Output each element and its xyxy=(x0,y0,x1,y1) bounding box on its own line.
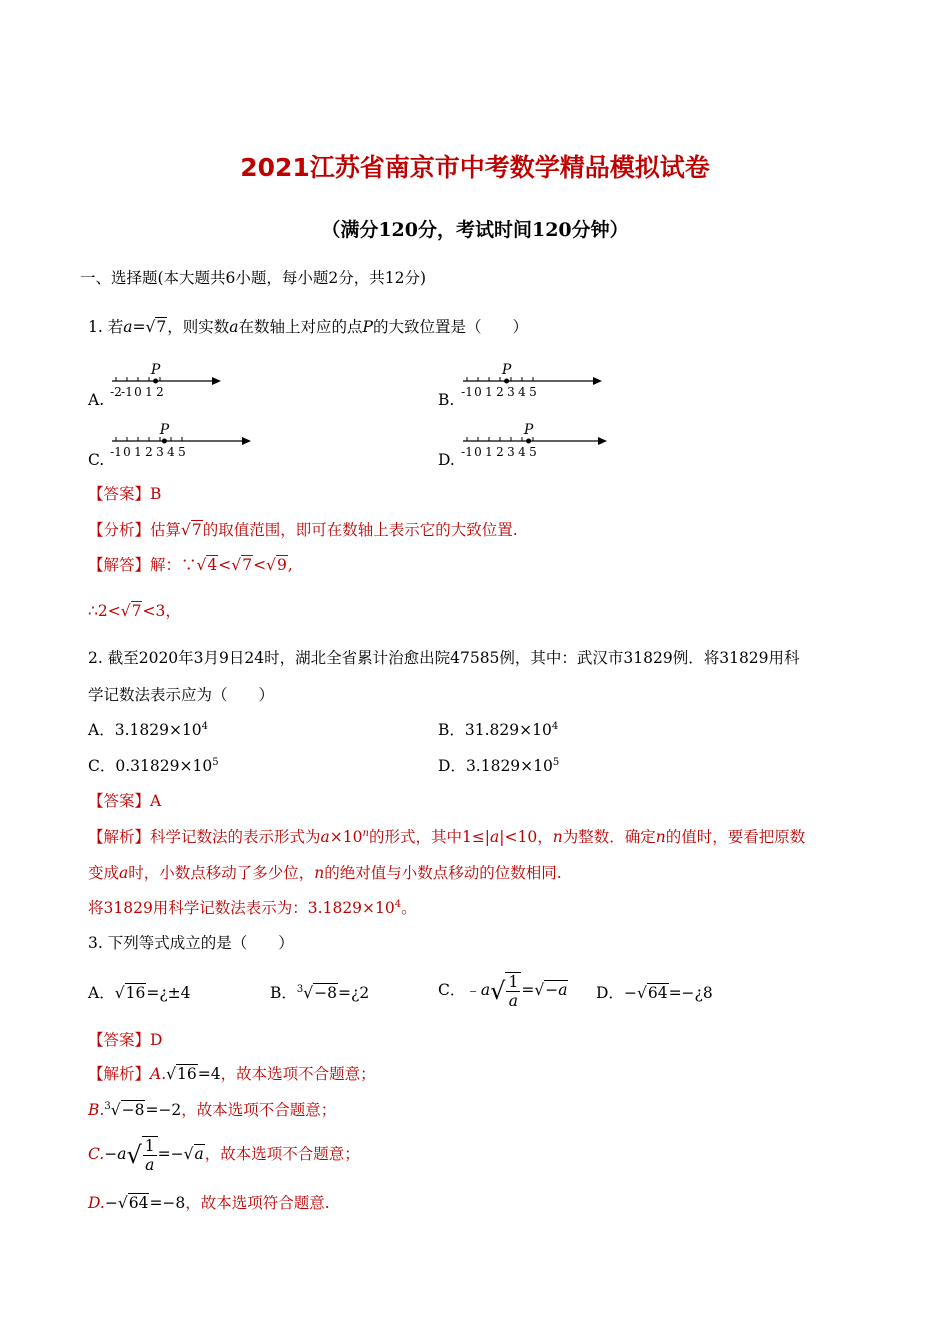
analysis-label: B. xyxy=(88,1101,105,1119)
number-line-d xyxy=(463,420,608,462)
tick-label: 2 xyxy=(496,445,504,459)
radicand: 9 xyxy=(276,556,287,574)
answer-value: A xyxy=(150,792,162,810)
analysis-text: 的值时，要看把原数 xyxy=(665,828,806,846)
variable-a: a xyxy=(229,318,239,336)
tick-label: 1 xyxy=(134,445,142,459)
q2-option-a xyxy=(88,720,208,740)
analysis-tag: 【解析】 xyxy=(88,1065,151,1083)
analysis-tag: 【解析】 xyxy=(88,828,151,846)
tick-label: 3 xyxy=(156,445,164,459)
radicand: a xyxy=(194,1145,204,1163)
question-2-stem-line-1: 2. 截至2020年3月9日24时，湖北全省累计治愈出院47585例，其中：武汉市31829例．将31829用科 xyxy=(88,649,800,667)
tick-label: 4 xyxy=(518,385,526,399)
arrow-head xyxy=(212,377,221,385)
tick-label: 2 xyxy=(156,385,164,399)
equals-sign: = xyxy=(132,318,146,336)
result: =−8 xyxy=(149,1194,186,1212)
analysis-text: 。 xyxy=(401,899,417,917)
variable: a xyxy=(480,981,491,999)
tick-label: -1 xyxy=(461,385,473,399)
option-label: B． xyxy=(270,984,297,1002)
analysis-text: 时，小数点移动了多少位， xyxy=(128,864,315,882)
radicand: 4 xyxy=(207,556,218,574)
sqrt-expression: √16 xyxy=(114,984,146,1002)
option-label: D． xyxy=(596,984,624,1002)
sqrt-expression: √−8 xyxy=(303,984,338,1002)
radicand: 16 xyxy=(125,984,146,1002)
exam-info: （满分120分，考试时间120分钟） xyxy=(321,219,629,241)
denominator: a xyxy=(508,992,518,1010)
q3-option-d xyxy=(596,983,713,1003)
stem-text: 若 xyxy=(107,318,124,336)
radicand: 64 xyxy=(647,984,668,1002)
variable: a xyxy=(117,1145,127,1163)
q2-option-c xyxy=(88,756,219,776)
variable: a xyxy=(119,864,129,882)
option-value: 31.829×10 xyxy=(464,721,552,739)
question-3-stem: 3. 下列等式成立的是（ ） xyxy=(88,934,294,952)
analysis-text: ，故本选项不合题意； xyxy=(181,1101,337,1119)
analysis-text: 变成 xyxy=(88,864,120,882)
option-label: D． xyxy=(438,757,466,775)
sqrt-expression: √16 xyxy=(166,1065,197,1083)
option-value: 3.1829×10 xyxy=(465,757,553,775)
option-label: A． xyxy=(88,721,115,739)
answer-tag: 【答案】 xyxy=(88,792,151,810)
result: =−2 xyxy=(145,1101,182,1119)
analysis-text: ，故本选项不合题意； xyxy=(220,1065,376,1083)
sqrt-expression: √−8 xyxy=(110,1101,145,1119)
q3-answer-line xyxy=(88,1030,162,1050)
option-text: =¿2 xyxy=(338,984,370,1002)
analysis-label: D. xyxy=(88,1194,105,1212)
tick-label: 1 xyxy=(485,445,493,459)
tick-label: 2 xyxy=(496,385,504,399)
stem-text: 在数轴上对应的点 xyxy=(238,318,363,336)
tick-label: -1 xyxy=(121,385,133,399)
arrow-head xyxy=(242,437,251,445)
radicand: 16 xyxy=(177,1065,197,1083)
answer-value: B xyxy=(150,485,162,503)
less-than: < xyxy=(253,556,267,574)
option-b-label: B. xyxy=(438,391,455,409)
tick-label: 0 xyxy=(123,445,131,459)
minus-sign: − xyxy=(104,1145,118,1163)
tick-label: 3 xyxy=(507,445,515,459)
exponent: 5 xyxy=(552,756,560,768)
sqrt-expression: √7 xyxy=(231,556,253,574)
analysis-line xyxy=(88,520,518,540)
number-line-b xyxy=(463,360,603,402)
point-label: P xyxy=(150,362,161,378)
question-1-stem xyxy=(88,317,528,337)
analysis-text: |<10， xyxy=(499,828,553,846)
q3-analysis-a xyxy=(88,1064,376,1084)
analysis-text: 的形式，其中1≤| xyxy=(368,828,491,846)
radicand: 7 xyxy=(242,556,253,574)
solution-conclusion xyxy=(88,601,181,621)
answer-tag: 【答案】 xyxy=(88,485,151,503)
tick-label: 3 xyxy=(507,385,515,399)
analysis-text: 将31829用科学记数法表示为：3.1829×10 xyxy=(88,899,395,917)
tick-label: 0 xyxy=(474,385,482,399)
minus-sign: − xyxy=(104,1194,118,1212)
sqrt-expression: √7 xyxy=(181,521,202,539)
radicand: −a xyxy=(545,981,568,999)
option-value: 0.31829×10 xyxy=(115,757,213,775)
radicand: −8 xyxy=(121,1101,145,1119)
stem-text: ，则实数 xyxy=(167,318,230,336)
option-c-label: C. xyxy=(88,451,105,469)
analysis-text: ，故本选项符合题意. xyxy=(185,1194,330,1212)
radicand: 7 xyxy=(191,521,202,539)
solution-tag: 【解答】 xyxy=(88,556,151,574)
q2-analysis-line-3 xyxy=(88,898,417,918)
section-heading: 一、选择题(本大题共6小题，每小题2分，共12分) xyxy=(80,269,427,287)
numerator: 1 xyxy=(144,1137,155,1155)
tick-label: 5 xyxy=(178,445,186,459)
tick-label: 4 xyxy=(167,445,175,459)
option-text: − xyxy=(623,984,637,1002)
variable-p: P xyxy=(362,318,373,336)
analysis-label: A. xyxy=(150,1065,167,1083)
q2-option-d xyxy=(438,756,559,776)
fraction xyxy=(505,972,521,1010)
page-title: 2021江苏省南京市中考数学精品模拟试卷 xyxy=(240,153,710,182)
exponent: 5 xyxy=(212,756,219,768)
denominator: a xyxy=(145,1156,155,1174)
exponent: 4 xyxy=(201,720,209,732)
comma: , xyxy=(287,556,293,574)
q2-answer-line xyxy=(88,791,161,811)
variable: n xyxy=(655,828,666,846)
equals-sign: =− xyxy=(157,1145,184,1163)
answer-line xyxy=(88,484,161,504)
number-line-a xyxy=(112,360,222,402)
analysis-text: 的取值范围，即可在数轴上表示它的大致位置. xyxy=(202,521,518,539)
variable: n xyxy=(552,828,563,846)
option-label: C． xyxy=(88,757,116,775)
radicand: −8 xyxy=(314,984,338,1002)
result: =4 xyxy=(197,1065,221,1083)
sqrt-expression: √64 xyxy=(636,984,668,1002)
option-label: C． xyxy=(438,981,466,999)
option-d-label: D. xyxy=(438,451,455,469)
q2-analysis-line-2 xyxy=(88,863,562,883)
solution-text: ∴2< xyxy=(88,602,121,620)
q3-option-a xyxy=(88,983,190,1003)
q3-analysis-b xyxy=(88,1100,336,1120)
answer-value: D xyxy=(150,1031,163,1049)
tick-label: 0 xyxy=(134,385,142,399)
sqrt-expression: √ $\frac{1}{a}$ xyxy=(490,972,521,1010)
option-text: =−¿8 xyxy=(668,984,713,1002)
question-number: 1. xyxy=(88,318,103,336)
tick-label: -1 xyxy=(110,445,122,459)
exponent: n xyxy=(362,827,369,839)
stem-text: 的大致位置是（ ） xyxy=(372,318,528,336)
solution-text: <3， xyxy=(142,602,181,620)
fraction xyxy=(142,1136,158,1174)
analysis-tag: 【分析】 xyxy=(88,521,151,539)
sqrt-expression: √ $\frac{1}{a}$ xyxy=(126,1136,157,1174)
sqrt-expression: √7 xyxy=(145,318,167,336)
tick-label: 5 xyxy=(529,385,537,399)
point-p xyxy=(504,379,509,384)
option-value: 3.1829×10 xyxy=(114,721,202,739)
tick-label: 2 xyxy=(145,445,153,459)
tick-label: 4 xyxy=(518,445,526,459)
arrow-head xyxy=(598,437,607,445)
solution-text: 解：∵ xyxy=(150,556,197,574)
analysis-text: 估算 xyxy=(150,521,182,539)
exponent: 4 xyxy=(551,720,559,732)
analysis-text: 的绝对值与小数点移动的位数相同. xyxy=(324,864,562,882)
point-label: P xyxy=(501,362,512,378)
radicand: 7 xyxy=(156,318,167,336)
q2-analysis-line-1 xyxy=(88,827,805,847)
q3-analysis-d xyxy=(88,1193,330,1213)
tick-label: -2 xyxy=(110,385,122,399)
option-text: ﹣ xyxy=(465,981,481,999)
sqrt-expression: √−a xyxy=(534,981,568,999)
sqrt-expression: √4 xyxy=(196,556,218,574)
option-text: =¿±4 xyxy=(146,984,191,1002)
option-label: B． xyxy=(438,721,465,739)
root-index: 3 xyxy=(296,983,304,995)
variable: a xyxy=(320,828,330,846)
arrow-head xyxy=(593,377,602,385)
numerator: 1 xyxy=(508,973,519,991)
solution-line xyxy=(88,555,293,575)
tick-label: 5 xyxy=(529,445,537,459)
equals-sign: = xyxy=(521,981,535,999)
q3-option-b xyxy=(270,983,369,1003)
tick-label: 0 xyxy=(474,445,482,459)
number-line-c xyxy=(112,420,252,462)
analysis-text: ，故本选项不合题意； xyxy=(204,1145,360,1163)
q2-option-b xyxy=(438,720,558,740)
analysis-text: 科学记数法的表示形式为 xyxy=(150,828,321,846)
point-p xyxy=(153,379,158,384)
tick-label: -1 xyxy=(461,445,473,459)
answer-tag: 【答案】 xyxy=(88,1031,151,1049)
point-p xyxy=(526,439,531,444)
option-a-label: A. xyxy=(88,391,105,409)
root-index: 3 xyxy=(104,1100,111,1112)
analysis-label: C. xyxy=(88,1145,105,1163)
radicand: 7 xyxy=(131,602,142,620)
q3-analysis-c xyxy=(88,1136,360,1174)
sqrt-expression: √a xyxy=(183,1145,204,1163)
tick-label: 1 xyxy=(485,385,493,399)
question-2-stem-line-2: 学记数法表示应为（ ） xyxy=(88,686,275,704)
q3-option-c xyxy=(438,972,568,1010)
variable: n xyxy=(314,864,325,882)
analysis-text: ×10 xyxy=(329,828,363,846)
point-label: P xyxy=(523,422,534,438)
variable-a: a xyxy=(123,318,133,336)
exponent: 4 xyxy=(394,898,402,910)
point-p xyxy=(162,439,167,444)
option-label: A． xyxy=(88,984,115,1002)
analysis-text: 为整数．确定 xyxy=(562,828,656,846)
less-than: < xyxy=(218,556,232,574)
radicand: 64 xyxy=(128,1194,149,1212)
variable: a xyxy=(490,828,500,846)
sqrt-expression: √64 xyxy=(117,1194,149,1212)
sqrt-expression: √9 xyxy=(266,556,287,574)
sqrt-expression: √7 xyxy=(120,602,142,620)
point-label: P xyxy=(159,422,170,438)
tick-label: 1 xyxy=(145,385,153,399)
